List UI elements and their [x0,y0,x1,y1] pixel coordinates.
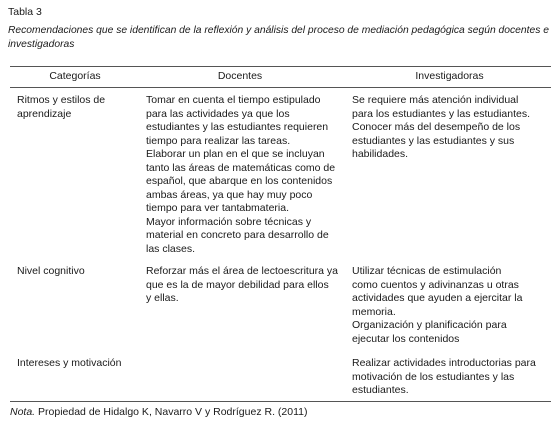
table-header-rule [10,87,551,88]
header-categorias: Categorías [49,70,101,82]
note-label: Nota. [10,406,36,418]
row-3-investigadoras: Realizar actividades introductorias para motivación de los estudiantes y las estudiantes. [352,357,536,396]
row-1-docentes: Tomar en cuenta el tiempo estipulado para las actividades ya que los estudiantes y las estudiantes requieren tiempo para realizar las tareas. Elaborar un plan en el que se incluyan tanto las áreas de matemáticas como de español, que abarque en los contenidos ambas áreas, ya que hay muy poco tiempo para ver tantabmateria. Mayor información sobre técnicas y material en concreto para desarrollo de las clases. [146,94,336,255]
table-top-rule [10,66,551,67]
table-caption: Recomendaciones que se identifican de la reflexión y análisis del proceso de mediación pedagógica según docentes e investigadoras [8,25,549,50]
note-text: Propiedad de Hidalgo K, Navarro V y Rodríguez R. (2011) [35,406,308,418]
table-label: Tabla 3 [8,6,42,18]
row-3-categoria: Intereses y motivación [17,357,122,369]
row-1-investigadoras: Se requiere más atención individual para los estudiantes y las estudiantes. Conocer más del desempeño de los estudiantes y las estudiantes y sus habilidades. [352,94,531,160]
header-investigadoras: Investigadoras [415,70,484,82]
header-docentes: Docentes [217,70,263,82]
row-2-investigadoras: Utilizar técnicas de estimulación como cuentos y adivinanzas u otras actividades que ayuden a ejercitar la memoria. Organización y planificación para ejecutar los contenidos [352,265,523,345]
row-2-categoria: Nivel cognitivo [17,265,85,277]
row-1-categoria: Ritmos y estilos de aprendizaje [17,94,106,120]
table-note [10,406,307,420]
table-bottom-rule [10,401,551,402]
row-2-docentes: Reforzar más el área de lectoescritura ya que es la de mayor debilidad para ellos y ellas. [146,265,338,304]
